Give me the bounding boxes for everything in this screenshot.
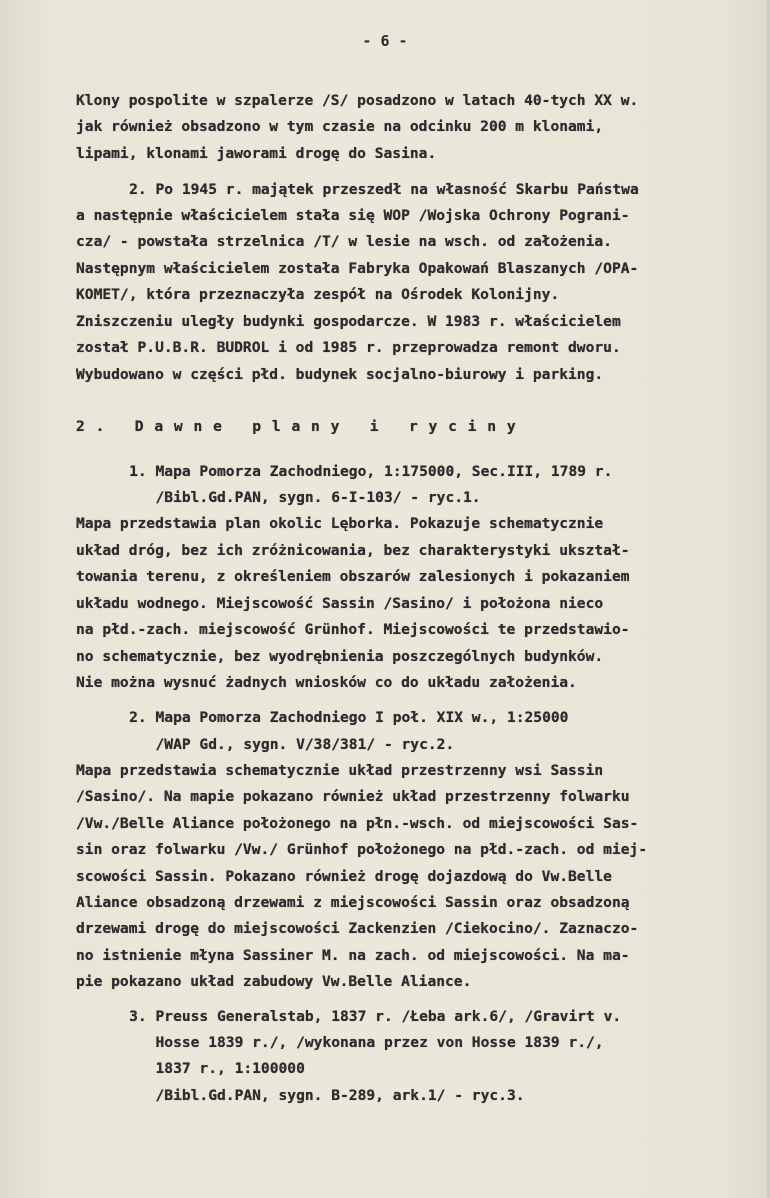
text-line: układu wodnego. Miejscowość Sassin /Sasino/ i położona nieco	[76, 595, 604, 612]
section-heading: 2. Dawne plany i ryciny	[76, 418, 527, 435]
text-line: Klony pospolite w szpalerze /S/ posadzono w latach 40-tych XX w.	[76, 92, 639, 109]
text-line: Aliance obsadzoną drzewami z miejscowości Sassin oraz obsadzoną	[76, 894, 630, 911]
text-line: na płd.-zach. miejscowość Grünhof. Miejscowości te przedstawio-	[76, 621, 630, 638]
text-line: /Sasino/. Na mapie pokazano również układ przestrzenny folwarku	[76, 788, 630, 805]
text-line: 2. Po 1945 r. majątek przeszedł na własność Skarbu Państwa	[94, 181, 639, 198]
map-entry-line: 2. Mapa Pomorza Zachodniego I poł. XIX w., 1:25000	[94, 709, 569, 726]
map-entry-line: 1837 r., 1:100000	[94, 1060, 305, 1077]
text-line: a następnie właścicielem stała się WOP /Wojska Ochrony Pograni-	[76, 207, 630, 224]
text-line: towania terenu, z określeniem obszarów zalesionych i pokazaniem	[76, 568, 630, 585]
map-entry-line: /WAP Gd., sygn. V/38/381/ - ryc.2.	[94, 736, 455, 753]
text-line: scowości Sassin. Pokazano również drogę dojazdową do Vw.Belle	[76, 868, 612, 885]
text-line: Nie można wysnuć żadnych wniosków co do układu założenia.	[76, 674, 577, 691]
text-line: KOMET/, która przeznaczyła zespół na Ośrodek Kolonijny.	[76, 286, 560, 303]
text-line: no istnienie młyna Sassiner M. na zach. od miejscowości. Na ma-	[76, 947, 630, 964]
text-line: cza/ - powstała strzelnica /T/ w lesie na wsch. od założenia.	[76, 233, 612, 250]
text-line: sin oraz folwarku /Vw./ Grünhof położonego na płd.-zach. od miej-	[76, 841, 648, 858]
text-line: Mapa przedstawia plan okolic Lęborka. Pokazuje schematycznie	[76, 515, 604, 532]
map-entry-line: /Bibl.Gd.PAN, sygn. 6-I-103/ - ryc.1.	[94, 489, 481, 506]
text-line: Następnym właścicielem została Fabryka Opakowań Blaszanych /OPA-	[76, 260, 639, 277]
map-entry-line: 1. Mapa Pomorza Zachodniego, 1:175000, Sec.III, 1789 r.	[94, 463, 613, 480]
map-entry-line: Hosse 1839 r./, /wykonana przez von Hosse 1839 r./,	[94, 1034, 604, 1051]
text-line: Mapa przedstawia schematycznie układ przestrzenny wsi Sassin	[76, 762, 604, 779]
text-line: no schematycznie, bez wyodrębnienia poszczególnych budynków.	[76, 648, 604, 665]
map-entry-line: /Bibl.Gd.PAN, sygn. B-289, ark.1/ - ryc.3.	[94, 1087, 525, 1104]
text-line: lipami, klonami jaworami drogę do Sasina.	[76, 145, 437, 162]
text-line: pie pokazano układ zabudowy Vw.Belle Aliance.	[76, 973, 472, 990]
map-entry-line: 3. Preuss Generalstab, 1837 r. /Łeba ark.6/, /Gravirt v.	[94, 1008, 622, 1025]
text-line: został P.U.B.R. BUDROL i od 1985 r. przeprowadza remont dworu.	[76, 339, 621, 356]
text-line: układ dróg, bez ich zróżnicowania, bez charakterystyki ukształ-	[76, 542, 630, 559]
text-line: drzewami drogę do miejscowości Zackenzien /Ciekocino/. Zaznaczo-	[76, 920, 639, 937]
page-number: - 6 -	[362, 32, 408, 50]
text-line: /Vw./Belle Aliance położonego na płn.-wsch. od miejscowości Sas-	[76, 815, 639, 832]
text-line: Zniszczeniu uległy budynki gospodarcze. W 1983 r. właścicielem	[76, 313, 621, 330]
text-line: Wybudowano w części płd. budynek socjalno-biurowy i parking.	[76, 366, 604, 383]
text-line: jak również obsadzono w tym czasie na odcinku 200 m klonami,	[76, 118, 604, 135]
